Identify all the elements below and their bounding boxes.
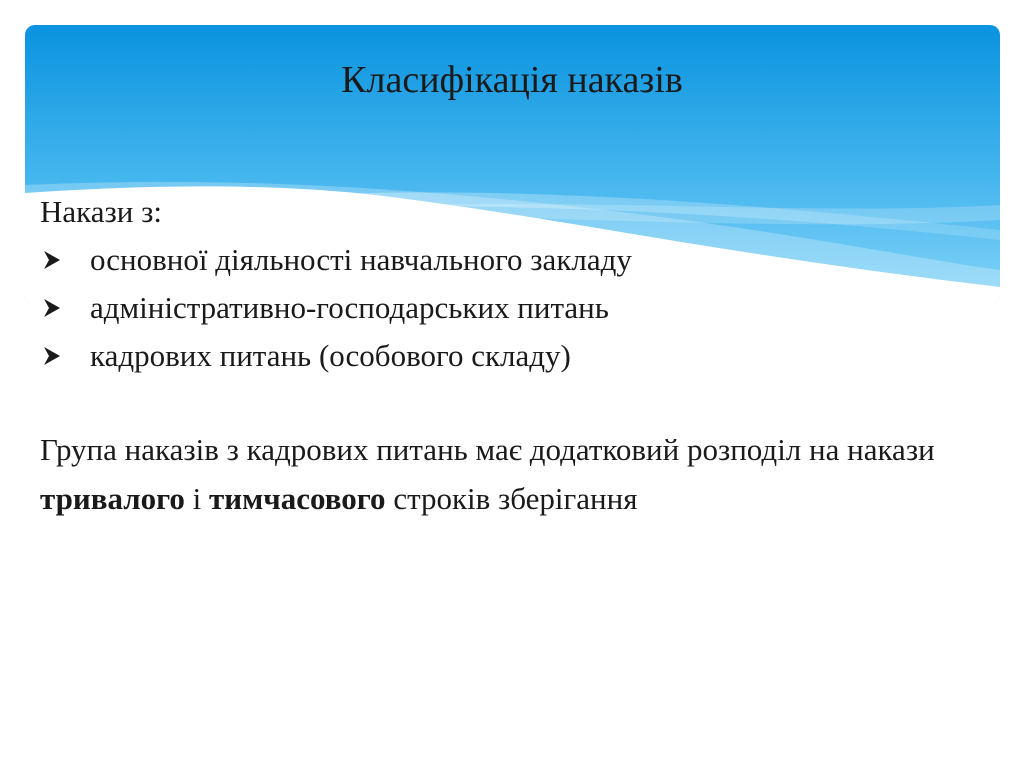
paragraph-text: і	[184, 481, 210, 516]
paragraph-bold-long-term: тривалого	[40, 481, 185, 516]
paragraph-text: Група наказів з кадрових питань має додатковий розподіл на накази	[40, 432, 935, 467]
bullet-item	[40, 284, 990, 332]
bullet-item	[40, 236, 990, 284]
paragraph-text: строків зберігання	[385, 481, 638, 516]
bullet-list	[40, 236, 990, 380]
bullet-label: кадрових питань (особового складу)	[90, 338, 571, 373]
bullet-label: адміністративно-господарських питань	[90, 290, 609, 325]
arrowhead-bullet-icon	[40, 236, 90, 284]
paragraph-bold-temporary: тимчасового	[209, 481, 386, 516]
arrowhead-bullet-icon	[40, 332, 90, 380]
retention-paragraph	[40, 425, 990, 523]
bullet-label: основної діяльності навчального закладу	[90, 242, 632, 277]
bullet-item	[40, 332, 990, 380]
slide-title: Класифікація наказів	[341, 59, 683, 101]
intro-text: Накази з:	[40, 194, 162, 229]
arrowhead-bullet-icon	[40, 284, 90, 332]
slide-body	[40, 188, 990, 523]
